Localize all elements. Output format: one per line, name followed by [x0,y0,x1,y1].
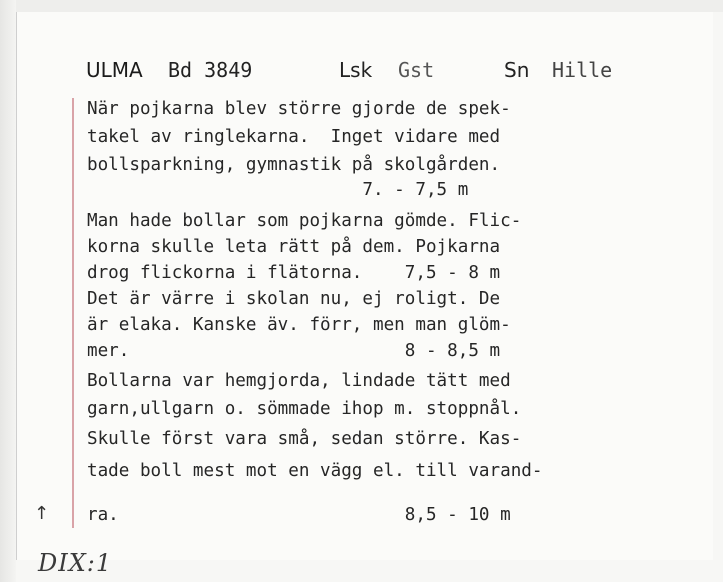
card-left-edge [0,0,16,582]
text-line: garn,ullgarn o. sömmade ihop m. stoppnål. [87,399,522,419]
lsk-label: Lsk [339,58,373,82]
card-header [86,58,646,88]
gst-label: Gst [398,58,435,82]
text-line: är elaka. Kanske äv. förr, men man glöm- [87,315,511,335]
text-line: Man hade bollar som pojkarna gömde. Flic- [87,211,522,231]
record-number: Bd 3849 [168,58,253,82]
text-line: Bollarna var hemgjorda, lindade tätt med [87,371,511,391]
text-line: mer. 8 - 8,5 m [87,341,501,361]
text-line: När pojkarna blev större gjorde de spek- [87,99,511,119]
text-line: Det är värre i skolan nu, ej roligt. De [87,289,501,309]
text-line: drog flickorna i flätorna. 7,5 - 8 m [87,263,501,283]
text-line: takel av ringlekarna. Inget vidare med [87,127,501,147]
card-top-edge [0,0,723,12]
text-line: ra. 8,5 - 10 m [87,505,511,525]
sn-label: Sn [504,58,530,82]
archive-name: ULMA [86,58,143,82]
text-line: bollsparkning, gymnastik på skolgården. [87,155,501,175]
handwritten-classification: DIX:1 [38,549,113,577]
handwritten-arrow-mark: ↑ [34,503,50,524]
text-line: 7. - 7,5 m [87,180,469,200]
text-line: korna skulle leta rätt på dem. Pojkarna [87,237,501,257]
red-margin-line [72,98,74,528]
text-line: Skulle först vara små, sedan större. Kas- [87,429,522,449]
parish-name: Hille [552,58,613,82]
text-line: tade boll mest mot en vägg el. till varand- [87,461,543,481]
